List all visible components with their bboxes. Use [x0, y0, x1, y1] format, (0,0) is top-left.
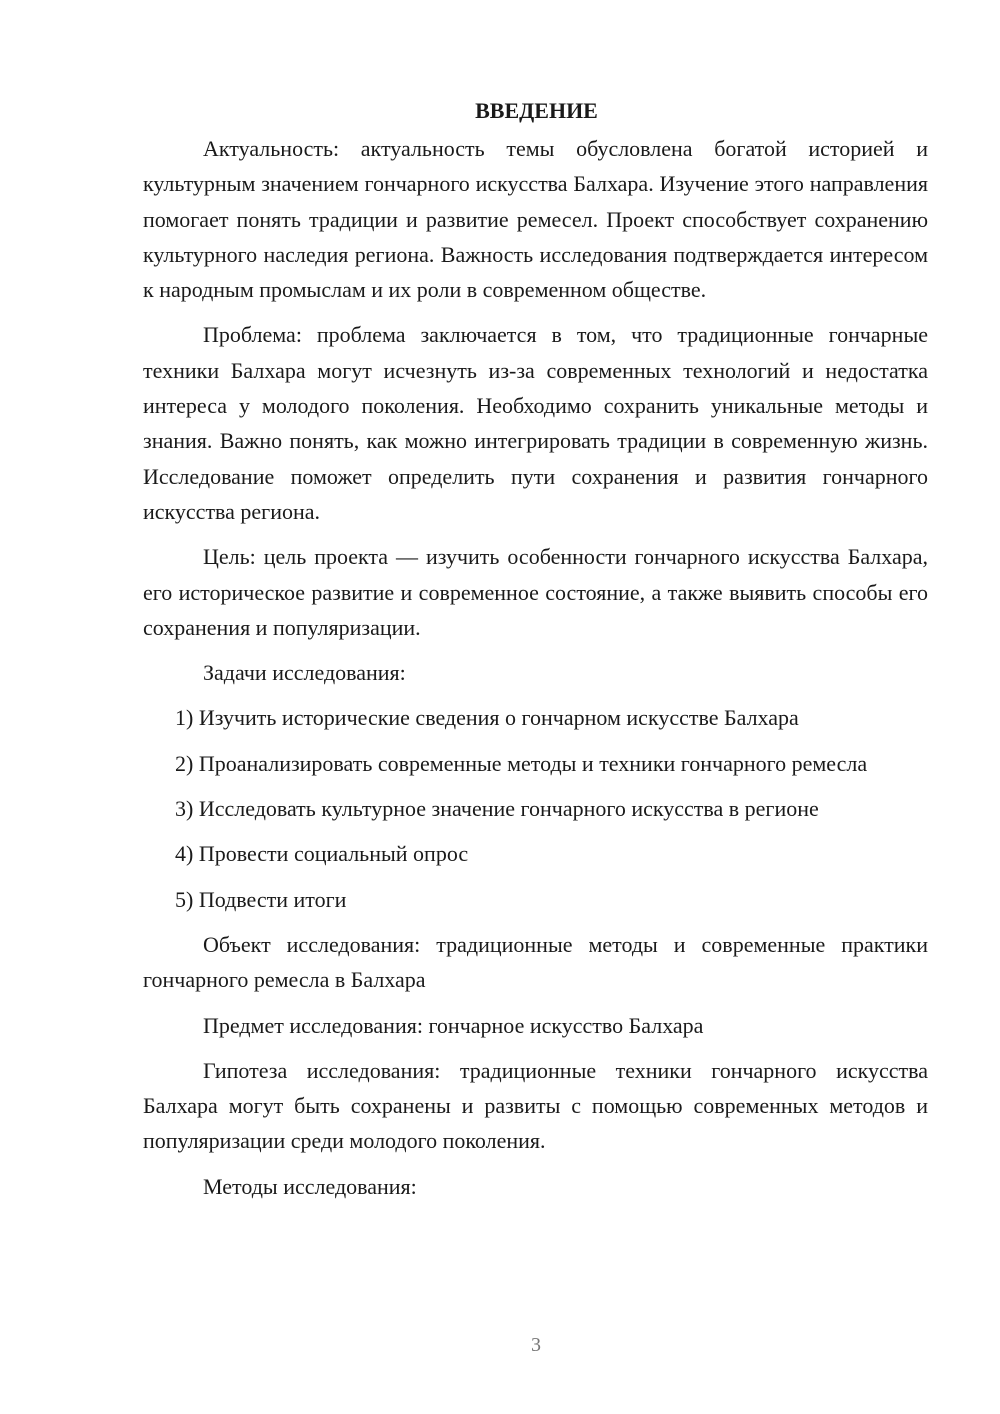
task-item-4: 4) Провести социальный опрос: [175, 841, 469, 867]
task-item-3: 3) Исследовать культурное значение гончарного искусства в регионе: [175, 796, 819, 822]
section-heading: ВВЕДЕНИЕ: [475, 98, 598, 123]
tasks-title: Задачи исследования:: [203, 660, 406, 686]
paragraph-object: Объект исследования: традиционные методы и современные практики гончарного ремесла в Балхара: [143, 931, 928, 993]
task-item-5: 5) Подвести итоги: [175, 886, 347, 912]
methods-title: Методы исследования:: [203, 1173, 417, 1199]
paragraph-problem: Проблема: проблема заключается в том, что традиционные гончарные техники Балхара могут исчезнуть из-за современных технологий и недостатка интереса у молодого поколения. Необходимо сохранить уникальные методы и знания. Важно понять, как можно интегрировать традиции в современную жизнь. Исследование поможет определить пути сохранения и развития гончарного искусства региона.: [143, 322, 928, 524]
task-item-2: 2) Проанализировать современные методы и техники гончарного ремесла: [175, 750, 868, 776]
page-number: 3: [531, 1334, 541, 1356]
paragraph-relevance: Актуальность: актуальность темы обусловлена богатой историей и культурным значением гончарного искусства Балхара. Изучение этого направления помогает понять традиции и развитие ремесел. Проект способствует сохранению культурного наследия региона. Важность исследования подтверждается интересом к народным промыслам и их роли в современном обществе.: [143, 136, 928, 303]
document-page: [143, 95, 928, 1214]
paragraph-goal: Цель: цель проекта — изучить особенности гончарного искусства Балхара, его историческое развитие и современное состояние, а также выявить способы его сохранения и популяризации.: [143, 544, 928, 640]
paragraph-subject: Предмет исследования: гончарное искусство Балхара: [203, 1012, 704, 1038]
paragraph-hypothesis: Гипотеза исследования: традиционные техники гончарного искусства Балхара могут быть сохранены и развиты с помощью современных методов и популяризации среди молодого поколения.: [143, 1057, 928, 1154]
task-item-1: 1) Изучить исторические сведения о гончарном искусстве Балхара: [175, 705, 799, 731]
